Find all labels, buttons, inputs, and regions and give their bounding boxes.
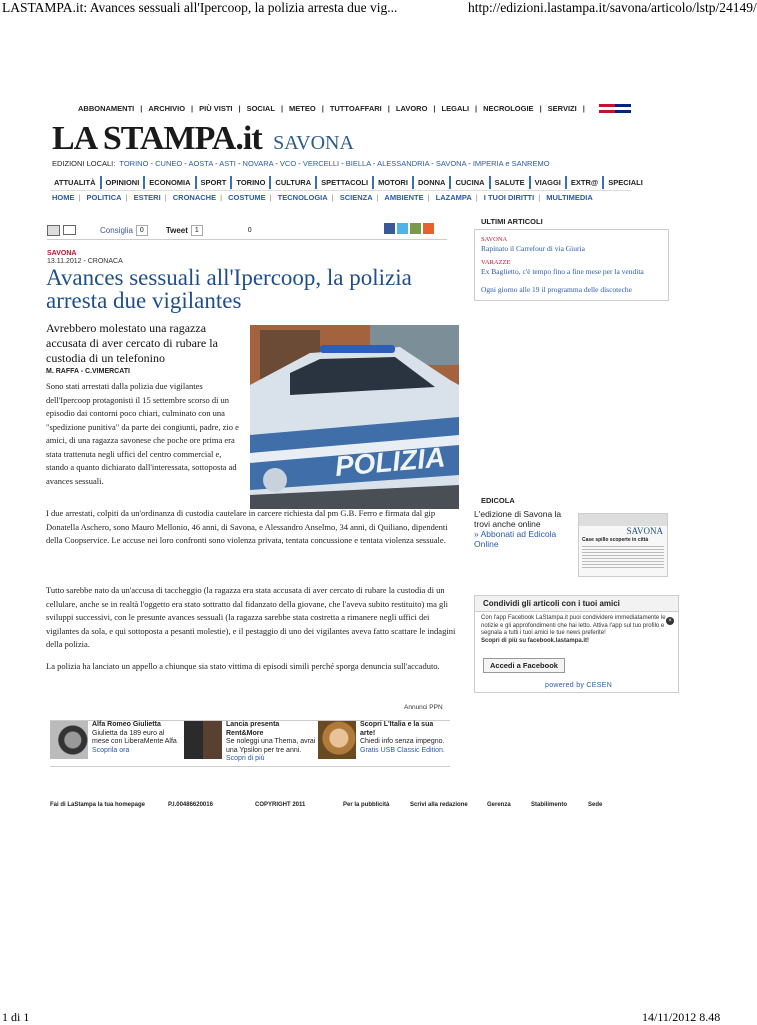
- tweet-button[interactable]: Tweet: [165, 225, 188, 235]
- edicola-text: L'edizione di Savona la trovi anche online » Abbonati ad Edicola Online: [474, 509, 574, 549]
- edition-savona[interactable]: SAVONA: [435, 159, 467, 168]
- email-icon[interactable]: [63, 225, 76, 235]
- photo-polizia-text: POLIZIA: [333, 441, 447, 482]
- edition-imperia[interactable]: IMPERIA e SANREMO: [472, 159, 550, 168]
- article-headline: Avances sessuali all'Ipercoop, la polizia arresta due vigilantes: [46, 265, 412, 313]
- ultimo-articolo-3[interactable]: Ogni giorno alle 19 il programma delle discoteche: [481, 285, 632, 294]
- ultimo-articolo-2[interactable]: VARAZZE Ex Baglietto, c'è tempo fino a fine mese per la vendita: [481, 259, 644, 276]
- edition-asti[interactable]: ASTI: [219, 159, 236, 168]
- facebook-icon[interactable]: [384, 223, 395, 234]
- local-editions: EDIZIONI LOCALI: TORINO - CUNEO - AOSTA - ASTI - NOVARA - VCO - VERCELLI - BIELLA - ALESSANDRIA - SAVONA - IMPERIA e SANREMO: [52, 159, 550, 168]
- share-icon[interactable]: [410, 223, 421, 234]
- footer-redazione[interactable]: Scrivi alla redazione: [410, 802, 468, 808]
- facebook-box-title: Condividi gli articoli con i tuoi amici: [475, 596, 678, 612]
- cat-motori[interactable]: MOTORI: [374, 176, 414, 189]
- ad-item[interactable]: Scopri L'Italia e la sua arte! Chiedi info senza impegno. Gratis USB Classic Edition.: [318, 721, 448, 765]
- like-count: 0: [136, 225, 148, 236]
- article-subhead: Avrebbero molestato una ragazza accusata di aver cercato di rubare la custodia di un telefonino: [46, 321, 218, 365]
- cat-opinioni[interactable]: OPINIONI: [102, 176, 146, 189]
- ads-label: Annunci PPN: [404, 704, 443, 711]
- subnav-tecnologia[interactable]: TECNOLOGIA: [277, 193, 328, 202]
- article-photo: [250, 325, 459, 509]
- facebook-box: Condividi gli articoli con i tuoi amici × Con l'app Facebook LaStampa.it puoi condividere immediatamente le notizie e gli approfondimenti che hai letto. Attiva l'app sul tuo profilo e segnala a tutti i tuoi amici le tue news preferite! Scopri di più su facebook.lastampa.it! Accedi a Facebook powered by CESEN: [474, 595, 679, 693]
- subnav-esteri[interactable]: ESTERI: [133, 193, 161, 202]
- edicola-cover[interactable]: SAVONA Case spillo scoperte in città: [578, 513, 668, 577]
- topnav-archivio[interactable]: ARCHIVIO: [148, 104, 186, 113]
- footer-sede[interactable]: Sede: [588, 802, 603, 808]
- topnav-necrologie[interactable]: NECROLOGIE: [483, 104, 534, 113]
- subnav-cronache[interactable]: CRONACHE: [172, 193, 217, 202]
- footer-stabilimento[interactable]: Stabilimento: [531, 802, 568, 808]
- subnav-politica[interactable]: POLITICA: [86, 193, 122, 202]
- print-url: http://edizioni.lastampa.it/savona/articolo/lstp/24149/: [468, 0, 757, 15]
- edition-vco[interactable]: VCO: [279, 159, 297, 168]
- edicola-link[interactable]: » Abbonati ad Edicola Online: [474, 529, 557, 549]
- article-paragraph-1: Sono stati arrestati dalla polizia due vigilantes dell'Ipercoop protagonisti il 15 settembre scorso di un episodio dai contorni poco chiari, culminato con una "spedizione punitiva" da parte dei congiunti, padre, zio e amici, di una ragazza savonese che poche ore prima era stata trattenuta negli uffici del centro commercial e, stando a quanto dichiarato dall'interessata, sottoposta ad avances sessuali.: [46, 381, 239, 486]
- subnav-tuoi-diritti[interactable]: I TUOI DIRITTI: [483, 193, 535, 202]
- print-page: 1 di 1: [2, 1010, 30, 1024]
- edicola-title: EDICOLA: [481, 496, 515, 505]
- footer-homepage[interactable]: Fai di LaStampa la tua homepage: [50, 802, 146, 808]
- article-author: M. RAFFA - C.VIMERCATI: [46, 368, 130, 375]
- subnav-home[interactable]: HOME: [52, 193, 75, 202]
- subnav-lazampa[interactable]: LAZAMPA: [435, 193, 472, 202]
- sub-nav: HOME | POLITICA | ESTERI | CRONACHE | COSTUME | TECNOLOGIA | SCIENZA | AMBIENTE | LAZAMPA | I TUOI DIRITTI | MULTIMEDIA: [52, 193, 593, 202]
- article-paragraph-2: I due arrestati, colpiti da un'ordinanza di custodia cautelare in carcere richiesta dal pm G.B. Ferro e firmata dal gip Donatella Aschero, sono Mauro Mellonio, 46 anni, di Savona, e Alessandro Anselmo, 34 anni, di Quiliano, dipendenti della Coopservice. Le accuse nei loro confronti sono violenza privata, tentata concussione e tentata violenza sessuale.: [46, 508, 448, 545]
- english-flag-icon[interactable]: [599, 104, 631, 113]
- print-title: LASTAMPA.it: Avances sessuali all'Ipercoop, la polizia arresta due vig...: [2, 0, 398, 15]
- plusone-count: 0: [247, 226, 252, 234]
- facebook-login-button[interactable]: Accedi a Facebook: [483, 658, 565, 673]
- cat-extra[interactable]: EXTR@: [567, 176, 604, 189]
- topnav-servizi[interactable]: SERVIZI: [547, 104, 577, 113]
- cat-economia[interactable]: ECONOMIA: [145, 176, 196, 189]
- print-icon[interactable]: [47, 225, 60, 236]
- cat-cucina[interactable]: CUCINA: [451, 176, 490, 189]
- topnav-tuttoaffari[interactable]: TUTTOAFFARI: [329, 104, 382, 113]
- site-logo[interactable]: LA STAMPA.it SAVONA: [52, 120, 354, 157]
- topnav-social[interactable]: SOCIAL: [246, 104, 275, 113]
- article-paragraph-3: Tutto sarebbe nato da un'accusa di taccheggio (la ragazza era stata accusata di aver cercato di rubare la custodia di un cellulare, anche se in realtà l'oggetto era stato sottratto dal fidanzato della giovane, che l'aveva subito restituito) ma gli sviluppi successivi, con le presunte avances sessuali (la ragazza sarebbe stata costretta a rimanere negli uffici dei vigilantes da sola, e qui sottoposta a pesanti molestie), e il pestaggio di uno dei vigilantes aveva fatto scattare le indagini della polizia.: [46, 585, 456, 649]
- category-nav: [50, 174, 643, 191]
- like-button[interactable]: Consiglia: [100, 225, 133, 235]
- ad-painting-image: [318, 721, 356, 759]
- topnav-legali[interactable]: LEGALI: [441, 104, 470, 113]
- ad-people-image: [184, 721, 222, 759]
- cat-spettacoli[interactable]: SPETTACOLI: [317, 176, 374, 189]
- edition-aosta[interactable]: AOSTA: [188, 159, 213, 168]
- article-paragraph-4: La polizia ha lanciato un appello a chiunque sia stato vittima di episodi simili perché sporga denuncia sull'accaduto.: [46, 661, 440, 671]
- ultimi-articoli-box: [474, 229, 669, 301]
- police-car-image: [250, 325, 459, 509]
- edition-torino[interactable]: TORINO: [119, 159, 149, 168]
- cat-attualita[interactable]: ATTUALITÀ: [50, 176, 102, 189]
- footer-pi: P.I.00486620016: [168, 802, 213, 808]
- article-kicker[interactable]: SAVONA: [47, 250, 77, 257]
- cat-viaggi[interactable]: VIAGGI: [531, 176, 567, 189]
- edition-biella[interactable]: BIELLA: [345, 159, 371, 168]
- add-icon[interactable]: [423, 223, 434, 234]
- topnav-lavoro[interactable]: LAVORO: [395, 104, 428, 113]
- subnav-costume[interactable]: COSTUME: [228, 193, 266, 202]
- cat-torino[interactable]: TORINO: [232, 176, 271, 189]
- edition-cuneo[interactable]: CUNEO: [155, 159, 183, 168]
- social-icons: [384, 223, 434, 234]
- ad-item[interactable]: Lancia presenta Rent&More Se noleggi una Thema, avrai una Ypsilon per tre anni. Scopri di più: [184, 721, 314, 765]
- edition-vercelli[interactable]: VERCELLI: [302, 159, 340, 168]
- topnav-abbonamenti[interactable]: ABBONAMENTI: [78, 104, 135, 113]
- edition-novara[interactable]: NOVARA: [242, 159, 274, 168]
- subnav-ambiente[interactable]: AMBIENTE: [384, 193, 424, 202]
- tweet-count: 1: [191, 225, 203, 236]
- ad-item[interactable]: Alfa Romeo Giulietta Giulietta da 189 euro al mese con LiberaMente Alfa Scoprila ora: [50, 721, 180, 765]
- topnav-piu-visti[interactable]: PIÙ VISTI: [199, 104, 233, 113]
- ad-car-image: [50, 721, 88, 759]
- cat-speciali[interactable]: SPECIALI: [608, 177, 643, 187]
- article-date: 13.11.2012 - CRONACA: [47, 258, 123, 265]
- subnav-multimedia[interactable]: MULTIMEDIA: [546, 193, 593, 202]
- ultimi-articoli-title: ULTIMI ARTICOLI: [481, 217, 543, 226]
- ultimo-articolo-1[interactable]: SAVONA Rapinato il Carrefour di via Giuria: [481, 236, 585, 253]
- edition-alessandria[interactable]: ALESSANDRIA: [377, 159, 430, 168]
- ads-strip: [50, 720, 450, 767]
- powered-by[interactable]: powered by CESEN: [545, 682, 613, 689]
- footer-copyright: COPYRIGHT 2011: [255, 802, 306, 808]
- close-icon[interactable]: ×: [666, 617, 674, 625]
- subnav-scienza[interactable]: SCIENZA: [339, 193, 373, 202]
- top-nav: ABBONAMENTI | ARCHIVIO | PIÙ VISTI | SOCIAL | METEO | TUTTOAFFARI | LAVORO | LEGALI | NECROLOGIE | SERVIZI |: [78, 104, 631, 113]
- cat-donna[interactable]: DONNA: [414, 176, 452, 189]
- cat-cultura[interactable]: CULTURA: [271, 176, 317, 189]
- footer-pubblicita[interactable]: Per la pubblicità: [343, 802, 390, 808]
- twitter-icon[interactable]: [397, 223, 408, 234]
- cat-sport[interactable]: SPORT: [197, 176, 233, 189]
- cat-salute[interactable]: SALUTE: [491, 176, 531, 189]
- print-datetime: 14/11/2012 8.48: [642, 1010, 721, 1024]
- footer-gerenza[interactable]: Gerenza: [487, 802, 511, 808]
- topnav-meteo[interactable]: METEO: [289, 104, 316, 113]
